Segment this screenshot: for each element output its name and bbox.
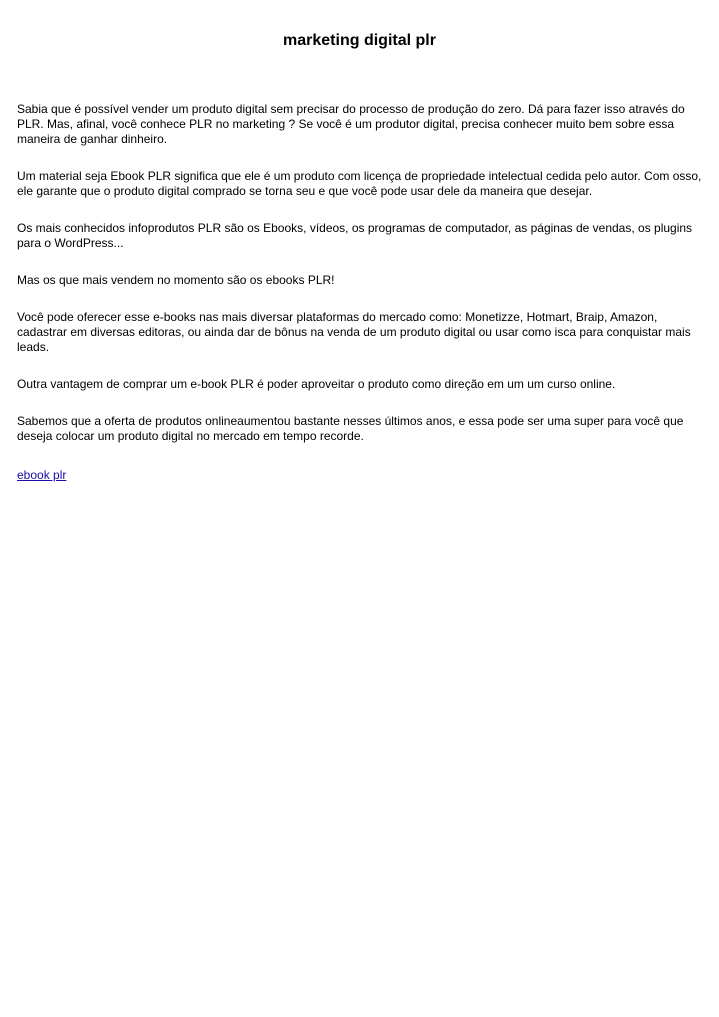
paragraph-ebook-plr-license: Um material seja Ebook PLR significa que ele é um produto com licença de propriedade intelectual cedida pelo autor. Com osso, ele garante que o produto digital comprado se torna seu e que você pode usar dele da maneira que desejar.: [17, 169, 702, 198]
paragraph-plr-intro: Sabia que é possível vender um produto digital sem precisar do processo de produção do zero. Dá para fazer isso através do PLR. Mas, afinal, você conhece PLR no marketing ? Se você é um produtor digital, precisa conhecer muito bem sobre essa maneira de ganhar dinheiro.: [17, 102, 685, 146]
page-title: marketing digital plr: [283, 32, 436, 49]
paragraph-best-sellers: Mas os que mais vendem no momento são os ebooks PLR!: [17, 273, 335, 287]
paragraph-platforms: Você pode oferecer esse e-books nas mais diversar plataformas do mercado como: Monetizze, Hotmart, Braip, Amazon, cadastrar em diversas editoras, ou ainda dar de bônus na venda de um produto digital ou usar como isca para conquistar mais leads.: [17, 310, 691, 354]
document-body: [17, 102, 703, 484]
ebook-plr-link[interactable]: ebook plr: [17, 468, 67, 482]
paragraph-online-course: Outra vantagem de comprar um e-book PLR é poder aproveitar o produto como direção em um um curso online.: [17, 377, 616, 391]
paragraph-online-offer: Sabemos que a oferta de produtos onlineaumentou bastante nesses últimos anos, e essa pode ser uma super para você que deseja colocar um produto digital no mercado em tempo recorde.: [17, 414, 684, 443]
paragraph-infoproducts: Os mais conhecidos infoprodutos PLR são os Ebooks, vídeos, os programas de computador, as páginas de vendas, os plugins para o WordPress...: [17, 221, 693, 250]
